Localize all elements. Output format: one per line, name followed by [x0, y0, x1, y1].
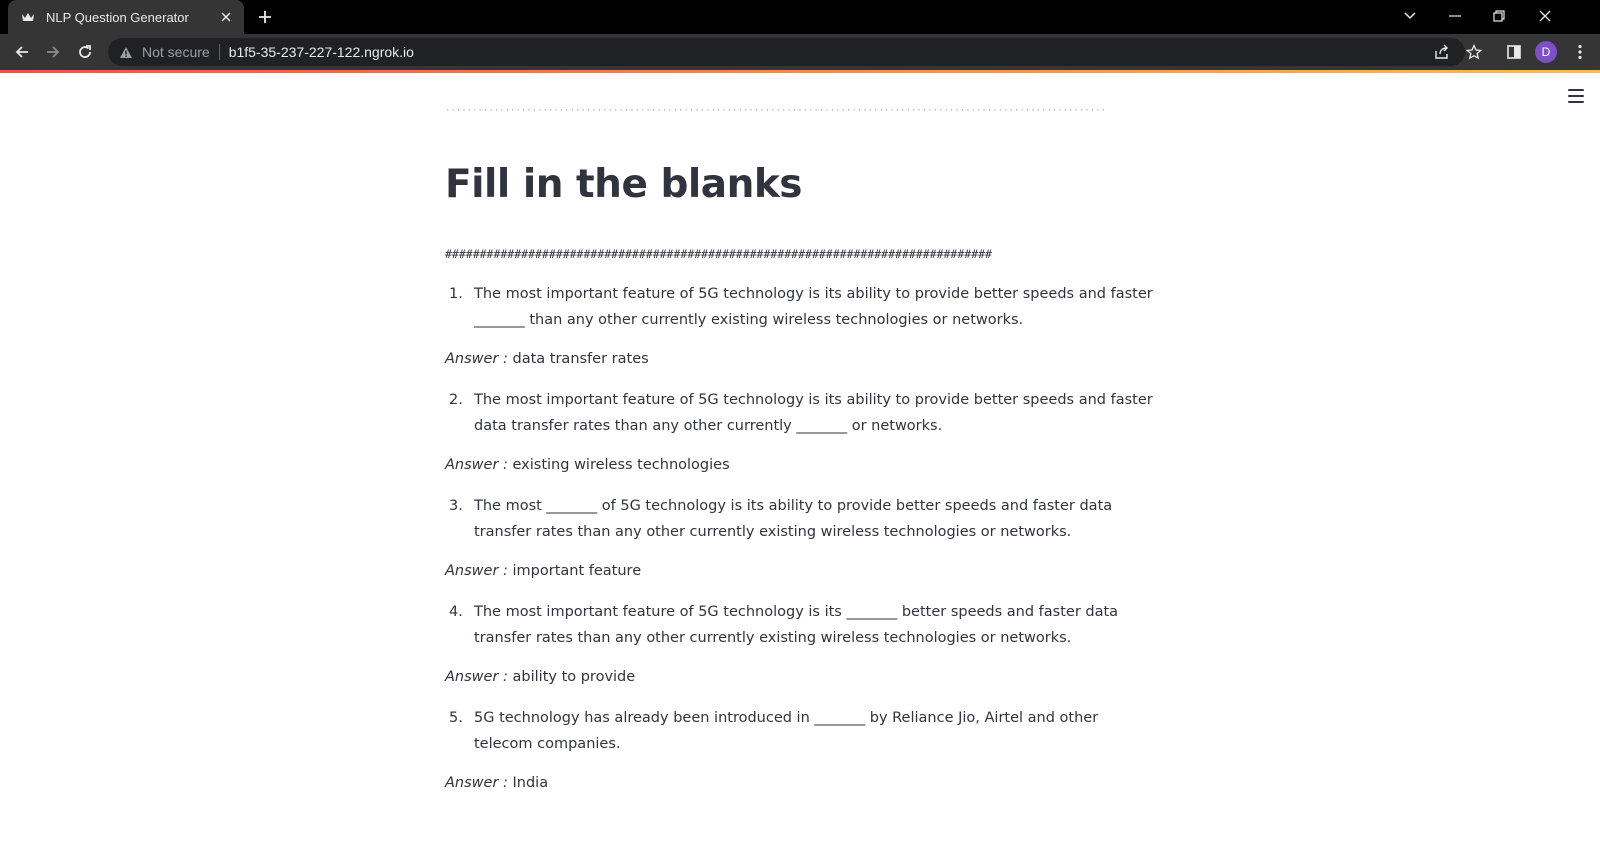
reload-icon[interactable] — [73, 40, 97, 64]
question-block — [445, 281, 1155, 372]
page-title: Fill in the blanks — [445, 162, 802, 207]
profile-avatar[interactable]: D — [1535, 41, 1557, 63]
main-content — [445, 106, 1155, 811]
question-text: The most _______ of 5G technology is its ability to provide better speeds and faster data transfer rates than any other currently existing wireless technologies or networks. — [474, 497, 1113, 540]
answer-value: important feature — [512, 562, 642, 579]
back-arrow-icon[interactable] — [10, 40, 34, 64]
question-item — [445, 387, 1155, 439]
answer-line — [445, 770, 1155, 796]
answer-line — [445, 664, 1155, 690]
warning-triangle-icon[interactable] — [118, 44, 134, 60]
question-text: The most important feature of 5G technology is its ability to provide better speeds and faster data transfer rates than any other currently _______ or networks. — [474, 391, 1153, 434]
answer-label: Answer : — [445, 562, 508, 579]
minimize-icon[interactable] — [1440, 2, 1470, 30]
question-text: 5G technology has already been introduced in _______ by Reliance Jio, Airtel and other telecom companies. — [474, 709, 1099, 752]
answer-label: Answer : — [445, 456, 508, 473]
question-number: 4. — [449, 603, 463, 620]
question-number: 5. — [449, 709, 463, 726]
address-separator — [219, 44, 220, 60]
answer-line — [445, 452, 1155, 478]
share-icon[interactable] — [1430, 40, 1454, 64]
question-number: 3. — [449, 497, 463, 514]
url-text[interactable]: b1f5-35-237-227-122.ngrok.io — [228, 44, 414, 60]
question-number: 2. — [449, 391, 463, 408]
question-block — [445, 705, 1155, 796]
question-block — [445, 599, 1155, 690]
tab-search-chevron-icon[interactable] — [1395, 2, 1425, 30]
browser-menu-icon[interactable] — [1568, 40, 1592, 64]
forward-arrow-icon[interactable] — [41, 40, 65, 64]
question-item — [445, 599, 1155, 651]
address-bar[interactable] — [108, 38, 1465, 66]
restore-icon[interactable] — [1484, 2, 1514, 30]
answer-label: Answer : — [445, 350, 508, 367]
question-block — [445, 493, 1155, 584]
question-text: The most important feature of 5G technology is its ability to provide better speeds and faster _______ than any other currently existing wireless technologies or networks. — [474, 285, 1153, 328]
close-window-icon[interactable] — [1530, 2, 1560, 30]
browser-tab-active[interactable] — [8, 0, 244, 34]
app-decoration-bar — [0, 70, 1600, 73]
new-tab-icon[interactable] — [254, 6, 276, 28]
security-label[interactable]: Not secure — [142, 44, 210, 60]
answer-value: data transfer rates — [512, 350, 649, 367]
question-number: 1. — [449, 285, 463, 302]
hamburger-menu-icon[interactable] — [1566, 88, 1586, 104]
tab-title: NLP Question Generator — [46, 9, 189, 25]
answer-label: Answer : — [445, 774, 508, 791]
question-item — [445, 281, 1155, 333]
answer-label: Answer : — [445, 668, 508, 685]
answer-line — [445, 346, 1155, 372]
question-item — [445, 493, 1155, 545]
browser-tab-bar — [0, 0, 1600, 34]
question-list — [445, 281, 1155, 796]
question-item — [445, 705, 1155, 757]
answer-value: India — [512, 774, 549, 791]
question-block — [445, 387, 1155, 478]
streamlit-crown-icon — [20, 9, 36, 25]
answer-line — [445, 558, 1155, 584]
hash-separator: ############################################################################### — [445, 246, 992, 261]
question-text: The most important feature of 5G technology is its _______ better speeds and faster data transfer rates than any other currently existing wireless technologies or networks. — [474, 603, 1119, 646]
dotted-separator: ·························································································································· — [445, 106, 1107, 116]
answer-value: ability to provide — [512, 668, 636, 685]
side-panel-icon[interactable] — [1502, 40, 1526, 64]
answer-value: existing wireless technologies — [512, 456, 730, 473]
close-tab-icon[interactable] — [216, 7, 236, 27]
browser-toolbar — [0, 34, 1600, 70]
bookmark-star-icon[interactable] — [1462, 40, 1486, 64]
